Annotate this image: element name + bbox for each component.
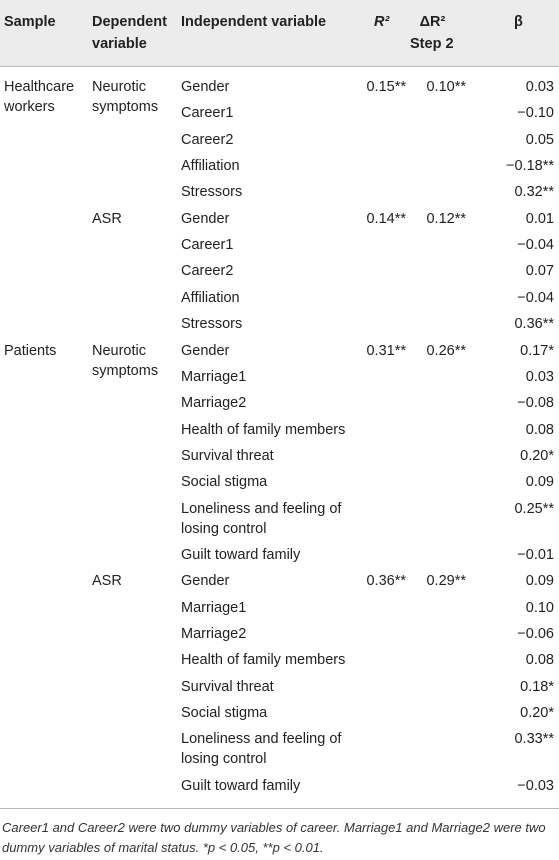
cell-independent: Loneliness and feeling of [181, 500, 342, 517]
cell-beta: −0.01 [517, 547, 554, 563]
cell-dependent: ASR [92, 210, 122, 227]
cell-independent: Stressors [181, 316, 243, 333]
cell-independent: losing control [181, 751, 267, 768]
cell-dependent: symptoms [92, 362, 159, 379]
cell-independent: Social stigma [181, 705, 268, 722]
header-independent: Independent variable [181, 14, 327, 30]
cell-sample: Healthcare [4, 79, 75, 95]
cell-beta: 0.25** [514, 500, 554, 517]
header-sample: Sample [4, 14, 56, 30]
header-beta: β [514, 14, 523, 30]
cell-independent: Social stigma [181, 474, 268, 491]
header-divider [0, 66, 559, 67]
cell-beta: −0.10 [517, 105, 554, 122]
cell-independent: Career1 [181, 105, 234, 122]
cell-beta: 0.05 [525, 131, 554, 148]
cell-beta: 0.32** [514, 184, 554, 201]
header-dependent-line2: variable [92, 36, 147, 52]
cell-independent: Marriage2 [181, 395, 247, 412]
cell-sample: workers [4, 99, 55, 115]
cell-independent: Marriage1 [181, 599, 247, 616]
cell-independent: Gender [181, 342, 230, 359]
cell-beta: 0.07 [525, 263, 554, 280]
cell-independent: Gender [181, 79, 230, 95]
cell-beta: 0.17* [520, 342, 554, 359]
cell-dependent: Neurotic [92, 79, 146, 95]
cell-beta: 0.08 [525, 421, 554, 438]
cell-beta: −0.18** [506, 158, 554, 174]
cell-independent: Gender [181, 573, 230, 590]
cell-independent: Marriage2 [181, 626, 247, 642]
cell-delta-r2: 0.12** [426, 210, 466, 227]
cell-independent: Survival threat [181, 447, 274, 464]
cell-beta: 0.20* [520, 447, 554, 464]
cell-independent: Career2 [181, 263, 234, 280]
cell-beta: 0.03 [525, 79, 554, 95]
cell-beta: 0.08 [525, 652, 554, 669]
cell-independent: losing control [181, 520, 267, 537]
cell-beta: 0.01 [525, 210, 554, 227]
cell-beta: 0.10 [525, 599, 554, 616]
cell-beta: 0.09 [525, 573, 554, 590]
cell-beta: −0.04 [517, 237, 554, 254]
cell-r2: 0.15** [366, 79, 406, 95]
cell-beta: 0.09 [525, 474, 554, 491]
cell-independent: Health of family members [181, 652, 346, 669]
cell-r2: 0.14** [366, 210, 406, 227]
cell-beta: 0.33** [514, 731, 554, 748]
cell-r2: 0.36** [366, 573, 406, 590]
cell-independent: Affiliation [181, 158, 240, 174]
cell-independent: Survival threat [181, 678, 274, 695]
cell-dependent: Neurotic [92, 342, 146, 359]
cell-sample: Patients [4, 342, 57, 359]
cell-independent: Affiliation [181, 289, 240, 306]
cell-beta: 0.18* [520, 678, 554, 695]
table-header-band [0, 0, 559, 66]
cell-independent: Loneliness and feeling of [181, 731, 342, 748]
cell-independent: Guilt toward family [181, 547, 301, 563]
cell-beta: −0.03 [517, 777, 554, 794]
cell-independent: Career2 [181, 131, 234, 148]
cell-beta: −0.06 [517, 626, 554, 642]
cell-independent: Guilt toward family [181, 777, 301, 794]
cell-delta-r2: 0.26** [426, 342, 466, 359]
cell-delta-r2: 0.10** [426, 79, 466, 95]
cell-independent: Gender [181, 210, 230, 227]
cell-beta: −0.08 [517, 395, 554, 412]
cell-independent: Career1 [181, 237, 234, 254]
cell-r2: 0.31** [366, 342, 406, 359]
cell-independent: Stressors [181, 184, 243, 201]
header-r2: R² [374, 14, 390, 30]
table-footnote: Career1 and Career2 were two dummy variables of career. Marriage1 and Marriage2 were two dummy variables of marital status. *p < 0.05, **p < 0.01. [2, 820, 546, 855]
cell-dependent: ASR [92, 573, 122, 590]
cell-independent: Health of family members [181, 421, 346, 438]
header-delta-r2-line2: Step 2 [410, 36, 454, 52]
table-bottom-rule [0, 808, 559, 809]
cell-beta: −0.04 [517, 289, 554, 306]
header-dependent-line1: Dependent [92, 14, 167, 30]
cell-beta: 0.20* [520, 705, 554, 722]
cell-dependent: symptoms [92, 99, 159, 115]
cell-beta: 0.03 [525, 368, 554, 385]
cell-independent: Marriage1 [181, 368, 247, 385]
header-delta-r2-line1: ΔR² [419, 14, 446, 30]
cell-delta-r2: 0.29** [426, 573, 466, 590]
cell-beta: 0.36** [514, 316, 554, 333]
